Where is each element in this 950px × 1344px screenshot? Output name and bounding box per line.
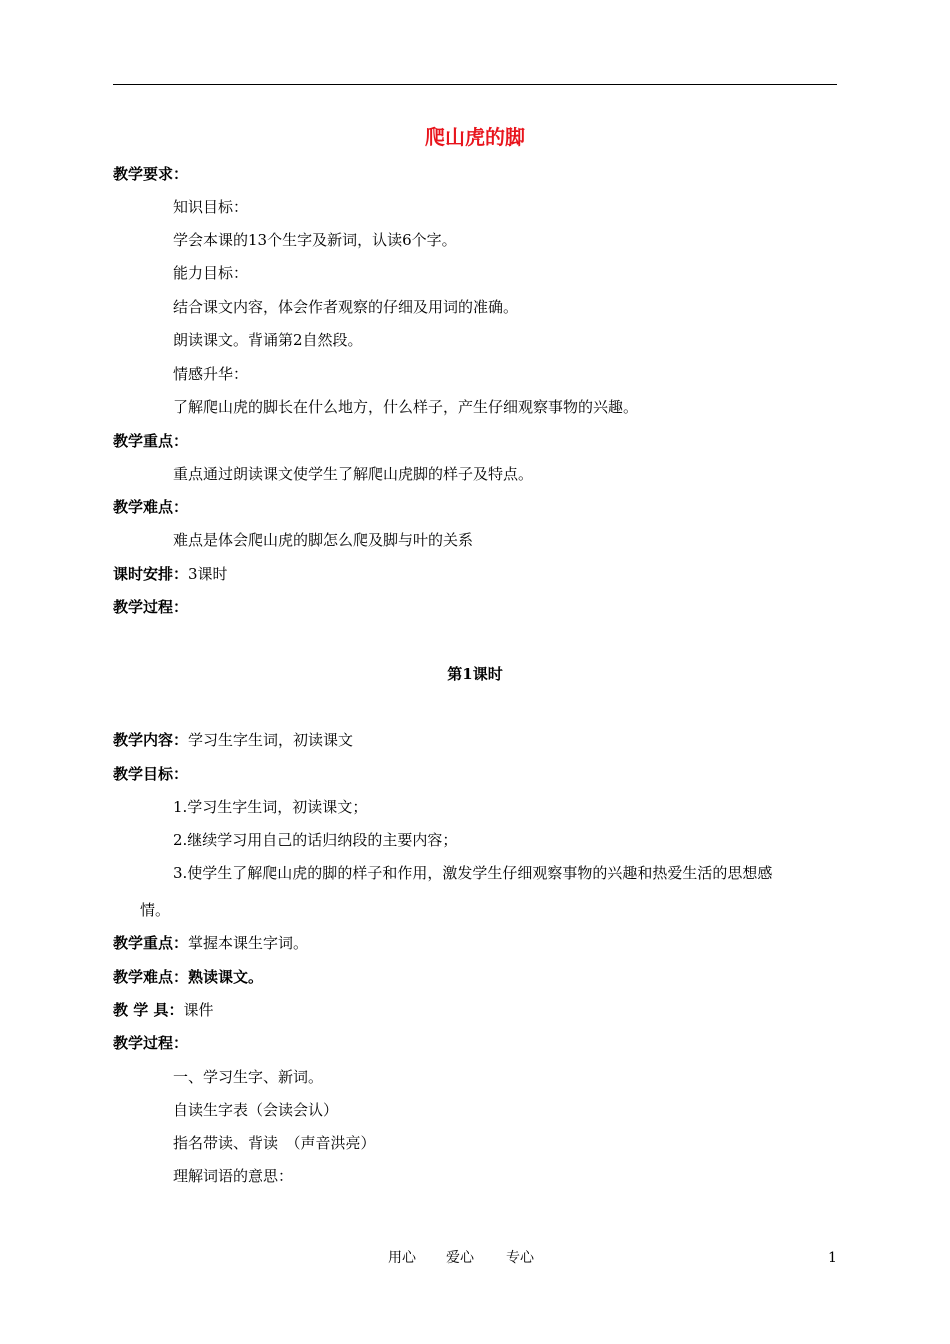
lesson-heading: 第1课时 <box>447 665 503 683</box>
header-rule <box>113 84 837 85</box>
knowledge-goal-text: 学会本课的13个生字及新词，认读6个字。 <box>173 231 457 249</box>
teaching-requirements-label: 教学要求： <box>113 165 189 183</box>
lesson-diff-label: 教学难点： <box>113 968 189 986</box>
lesson-key-point <box>113 933 308 953</box>
page-number: 1 <box>828 1250 837 1266</box>
lesson-tools-text: 课件 <box>183 1001 214 1019</box>
class-hours <box>113 564 228 584</box>
lesson-diff-text: 熟读课文。 <box>188 968 264 986</box>
footer-motto-1: 用心 <box>388 1250 416 1266</box>
ability-goal-text-1: 结合课文内容，体会作者观察的仔细及用词的准确。 <box>173 298 519 316</box>
ability-goal-text-2: 朗读课文。背诵第2自然段。 <box>173 331 363 349</box>
footer-motto-3: 专心 <box>506 1250 534 1266</box>
difficulty-label: 教学难点： <box>113 498 189 516</box>
knowledge-goal-label: 知识目标： <box>173 198 249 216</box>
lesson-key-text: 掌握本课生字词。 <box>188 934 309 952</box>
footer-motto-2: 爱心 <box>446 1250 474 1266</box>
step-1-heading: 一、学习生字、新词。 <box>173 1068 324 1086</box>
class-hours-label: 课时安排： <box>113 565 189 583</box>
emotion-goal-label: 情感升华： <box>173 365 249 383</box>
step-1b: 指名带读、背读 （声音洪亮） <box>173 1134 376 1152</box>
key-point-label: 教学重点： <box>113 432 189 450</box>
lesson-process-label: 教学过程： <box>113 1034 189 1052</box>
difficulty-text: 难点是体会爬山虎的脚怎么爬及脚与叶的关系 <box>173 531 474 549</box>
class-hours-value: 3课时 <box>188 565 228 583</box>
lesson-key-label: 教学重点： <box>113 934 189 952</box>
step-1a: 自读生字表（会读会认） <box>173 1101 339 1119</box>
lesson-goal-1: 1.学习生字生词，初读课文； <box>173 798 368 816</box>
lesson-content-text: 学习生字生词，初读课文 <box>188 731 354 749</box>
lesson-goal-3-cont: 情。 <box>140 901 171 919</box>
lesson-goal-3: 3.使学生了解爬山虎的脚的样子和作用，激发学生仔细观察事物的兴趣和热爱生活的思想感 <box>173 864 773 882</box>
key-point-text: 重点通过朗读课文使学生了解爬山虎脚的样子及特点。 <box>173 465 534 483</box>
lesson-tools-label: 教 学 具： <box>113 1001 184 1019</box>
lesson-goals-label: 教学目标： <box>113 765 189 783</box>
step-1c: 理解词语的意思： <box>173 1167 294 1185</box>
document-title: 爬山虎的脚 <box>425 125 525 149</box>
teaching-process-label: 教学过程： <box>113 598 189 616</box>
ability-goal-label: 能力目标： <box>173 264 249 282</box>
lesson-content-label: 教学内容： <box>113 731 189 749</box>
lesson-difficulty <box>113 967 263 987</box>
lesson-goal-2: 2.继续学习用自己的话归纳段的主要内容； <box>173 831 458 849</box>
lesson-content <box>113 730 353 750</box>
emotion-goal-text: 了解爬山虎的脚长在什么地方，什么样子，产生仔细观察事物的兴趣。 <box>173 398 639 416</box>
lesson-tools <box>113 1000 213 1020</box>
